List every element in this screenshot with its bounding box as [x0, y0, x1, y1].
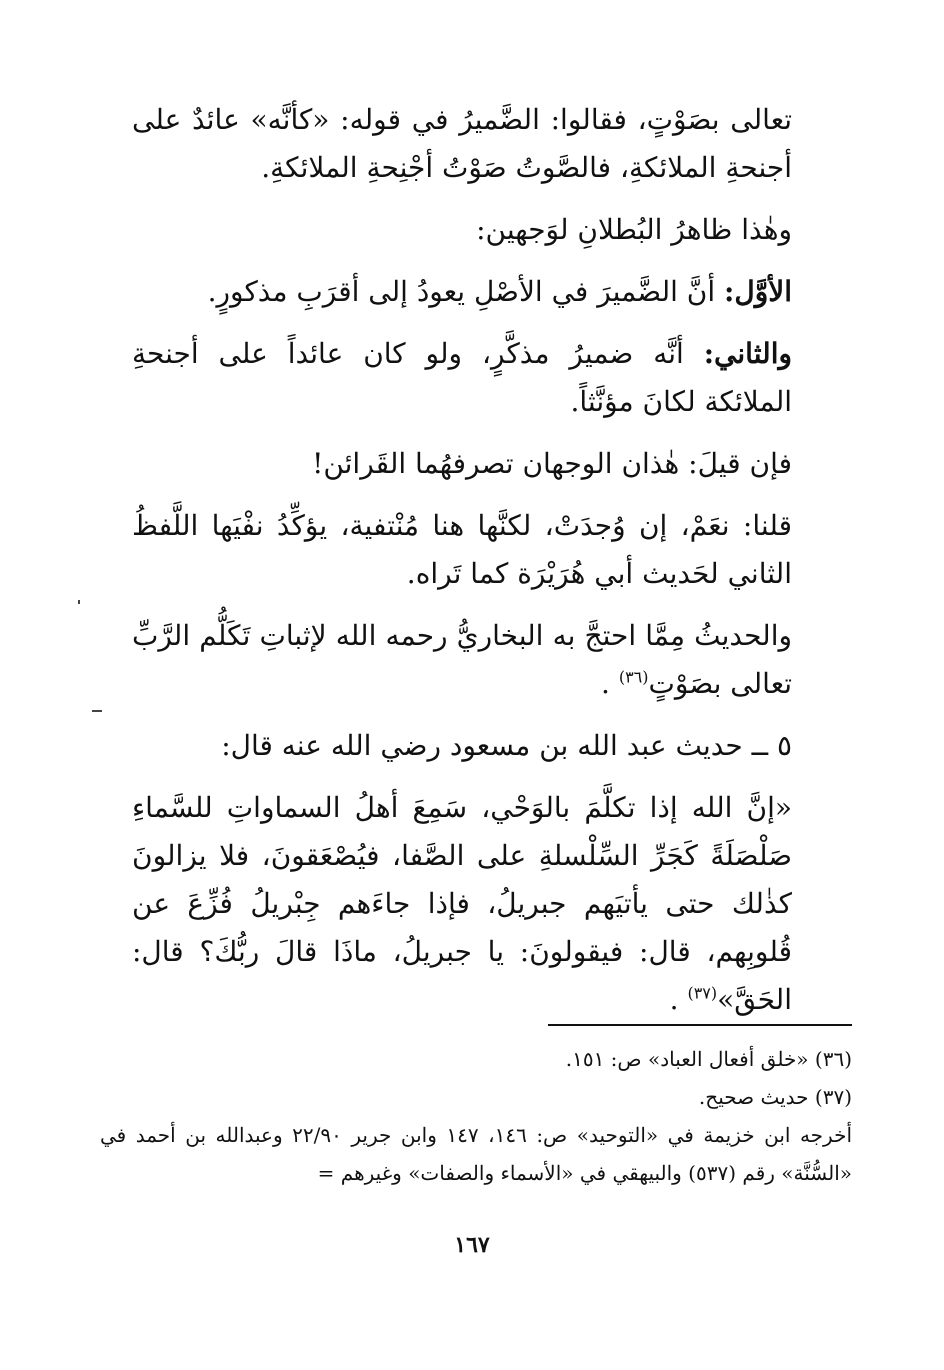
footnote-ref-36: (٣٦) — [618, 667, 649, 687]
paragraph-bukhari: والحديثُ مِمَّا احتجَّ به البخاريُّ رحمه الله لإثباتِ تَكَلُّم الرَّبِّ تعالى بصَوْتٍ$^{(٣٦)}$ . — [132, 619, 792, 700]
label-second: والثاني: — [703, 337, 792, 370]
footnote-separator — [548, 1024, 852, 1026]
margin-mark-left — [92, 710, 102, 712]
label-first: الأوَّل: — [724, 275, 792, 308]
footnotes — [100, 1040, 852, 1192]
footnote-37: (٣٧) حديث صحيح. — [698, 1085, 852, 1109]
paragraph-wings-claim: تعالى بصَوْتٍ، فقالوا: الضَّميرُ في قوله: «كأنَّه» عائدٌ على أجنحةِ الملائكةِ، فالصَّوتُ صَوْتُ أجْنِحةِ الملائكةِ. — [132, 103, 792, 184]
paragraph-hadith-text: «إنَّ الله إذا تكلَّمَ بالوَحْي، سَمِعَ أهلُ السماواتِ للسَّماءِ صَلْصَلَةً كَجَرِّ السِّلْسلةِ على الصَّفا، فيُصْعَقونَ، فلا يزالونَ كذٰلك حتى يأتيَهم جبريلُ، فإذا جاءَهم جِبْريلُ فُزِّعَ عن قُلوبِهم، قال: فيقولونَ: يا جبريلُ، ماذَا قالَ ربُّكَ؟ قال: الحَقَّ»$^{(٣٧)}$ . — [132, 791, 792, 1016]
margin-mark-dot — [78, 600, 80, 604]
paragraph-reply: قلنا: نعَمْ، إن وُجدَتْ، لكنَّها هنا مُنْتفية، يؤكِّدُ نفْيَها اللَّفظُ الثاني لحَديث أبي هُرَيْرَة كما تَراه. — [132, 509, 792, 590]
paragraph-first-reason: الأوَّل: أنَّ الضَّميرَ في الأصْلِ يعودُ إلى أقرَبِ مذكورٍ. — [207, 275, 792, 308]
paragraph-objection: فإن قيلَ: هٰذان الوجهان تصرفهُما القَرائن! — [312, 447, 792, 480]
page-number: ١٦٧ — [454, 1232, 490, 1258]
footnote-37-sources: أخرجه ابن خزيمة في «التوحيد» ص: ١٤٦، ١٤٧ وابن جرير ٢٢/٩٠ وعبدالله بن أحمد في «السُّنَّة» رقم (٥٣٧) والبيهقي في «الأسماء والصفات» وغيرهم = — [100, 1123, 853, 1185]
footnote-ref-37: (٣٧) — [687, 983, 718, 1003]
footnote-36: (٣٦) «خلق أفعال العباد» ص: ١٥١. — [565, 1047, 852, 1071]
paragraph-hadith-heading: ٥ ــ حديث عبد الله بن مسعود رضي الله عنه قال: — [221, 729, 792, 762]
body-text — [132, 96, 792, 1032]
paragraph-second-reason: والثاني: أنَّه ضميرُ مذكَّرٍ، ولو كان عائداً على أجنحةِ الملائكة لكانَ مؤنَّثاً. — [132, 337, 792, 418]
paragraph-two-reasons: وهٰذا ظاهرُ البُطلانِ لوَجهين: — [476, 213, 792, 246]
